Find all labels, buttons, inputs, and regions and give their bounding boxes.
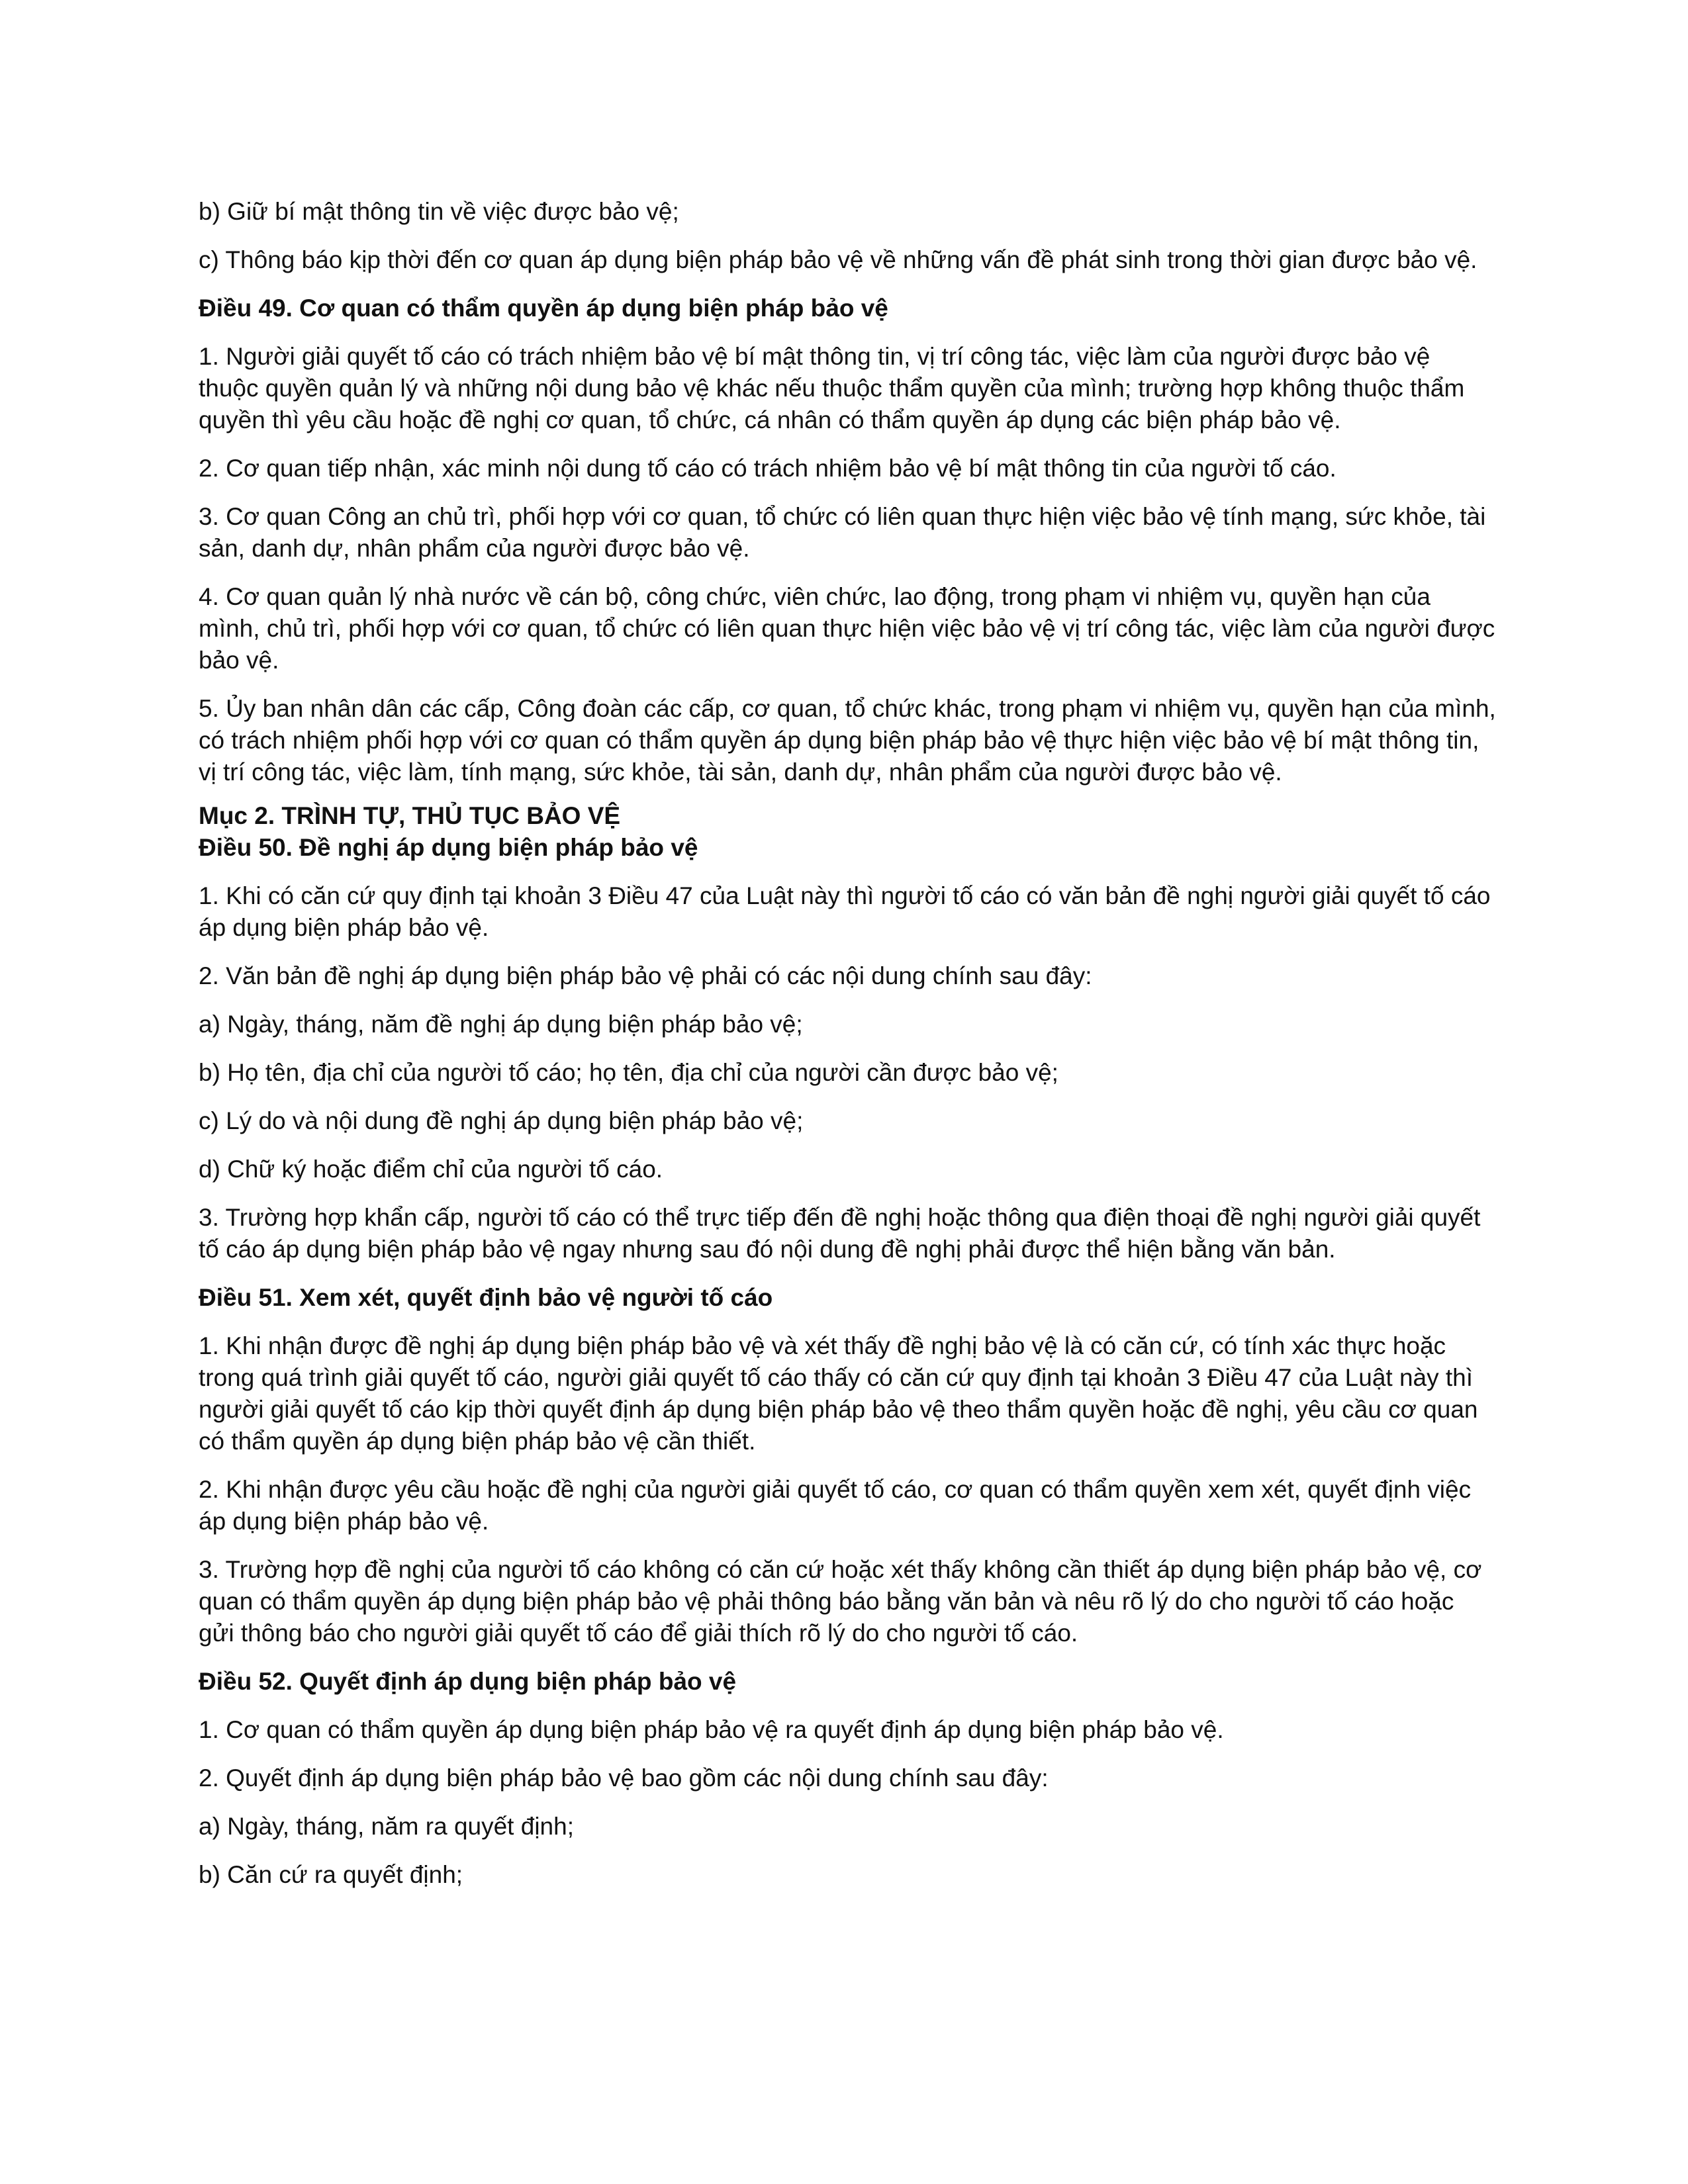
list-item: b) Họ tên, địa chỉ của người tố cáo; họ tên, địa chỉ của người cần được bảo vệ; [199,1059,1058,1086]
list-item: a) Ngày, tháng, năm đề nghị áp dụng biện pháp bảo vệ; [199,1011,803,1038]
list-item: c) Lý do và nội dung đề nghị áp dụng biện pháp bảo vệ; [199,1107,804,1134]
article-heading: Điều 49. Cơ quan có thẩm quyền áp dụng biện pháp bảo vệ [199,295,888,322]
paragraph: 2. Văn bản đề nghị áp dụng biện pháp bảo vệ phải có các nội dung chính sau đây: [199,962,1092,989]
list-item: d) Chữ ký hoặc điểm chỉ của người tố cáo. [199,1156,663,1183]
document-page [199,196,1496,1907]
section-heading: Mục 2. TRÌNH TỰ, THỦ TỤC BẢO VỆ [199,802,621,829]
list-item: a) Ngày, tháng, năm ra quyết định; [199,1813,574,1840]
paragraph: 1. Khi có căn cứ quy định tại khoản 3 Điều 47 của Luật này thì người tố cáo có văn bản đề nghị người giải quyết tố cáo áp dụng biện pháp bảo vệ. [199,882,1491,941]
list-item: b) Căn cứ ra quyết định; [199,1861,463,1888]
paragraph: 3. Cơ quan Công an chủ trì, phối hợp với cơ quan, tổ chức có liên quan thực hiện việc bảo vệ tính mạng, sức khỏe, tài sản, danh dự, nhân phẩm của người được bảo vệ. [199,503,1486,562]
paragraph: 5. Ủy ban nhân dân các cấp, Công đoàn các cấp, cơ quan, tổ chức khác, trong phạm vi nhiệm vụ, quyền hạn của mình, có trách nhiệm phối hợp với cơ quan có thẩm quyền áp dụng biện pháp bảo vệ thực hiện việc bảo vệ bí mật thông tin, vị trí công tác, việc làm, tính mạng, sức khỏe, tài sản, danh dự, nhân phẩm của người được bảo vệ. [199,695,1496,786]
paragraph: 2. Cơ quan tiếp nhận, xác minh nội dung tố cáo có trách nhiệm bảo vệ bí mật thông tin của người tố cáo. [199,455,1336,482]
article-heading: Điều 50. Đề nghị áp dụng biện pháp bảo vệ [199,834,698,861]
paragraph: 1. Khi nhận được đề nghị áp dụng biện pháp bảo vệ và xét thấy đề nghị bảo vệ là có căn cứ, có tính xác thực hoặc trong quá trình giải quyết tố cáo, người giải quyết tố cáo thấy có căn cứ quy định tại khoản 3 Điều 47 của Luật này thì người giải quyết tố cáo kịp thời quyết định áp dụng biện pháp bảo vệ theo thẩm quyền hoặc đề nghị, yêu cầu cơ quan có thẩm quyền áp dụng biện pháp bảo vệ cần thiết. [199,1332,1478,1455]
paragraph: 2. Khi nhận được yêu cầu hoặc đề nghị của người giải quyết tố cáo, cơ quan có thẩm quyền xem xét, quyết định việc áp dụng biện pháp bảo vệ. [199,1476,1472,1535]
article-heading: Điều 52. Quyết định áp dụng biện pháp bảo vệ [199,1668,737,1695]
paragraph: b) Giữ bí mật thông tin về việc được bảo vệ; [199,198,679,225]
paragraph: 3. Trường hợp đề nghị của người tố cáo không có căn cứ hoặc xét thấy không cần thiết áp dụng biện pháp bảo vệ, cơ quan có thẩm quyền áp dụng biện pháp bảo vệ phải thông báo bằng văn bản và nêu rõ lý do cho người tố cáo hoặc gửi thông báo cho người giải quyết tố cáo để giải thích rõ lý do cho người tố cáo. [199,1556,1482,1647]
paragraph: 4. Cơ quan quản lý nhà nước về cán bộ, công chức, viên chức, lao động, trong phạm vi nhiệm vụ, quyền hạn của mình, chủ trì, phối hợp với cơ quan, tổ chức có liên quan thực hiện việc bảo vệ vị trí công tác, việc làm của người được bảo vệ. [199,583,1495,674]
paragraph: 2. Quyết định áp dụng biện pháp bảo vệ bao gồm các nội dung chính sau đây: [199,1764,1049,1792]
article-heading: Điều 51. Xem xét, quyết định bảo vệ người tố cáo [199,1284,773,1311]
paragraph: 1. Người giải quyết tố cáo có trách nhiệm bảo vệ bí mật thông tin, vị trí công tác, việc làm của người được bảo vệ thuộc quyền quản lý và những nội dung bảo vệ khác nếu thuộc thẩm quyền của mình; trường hợp không thuộc thẩm quyền thì yêu cầu hoặc đề nghị cơ quan, tổ chức, cá nhân có thẩm quyền áp dụng các biện pháp bảo vệ. [199,343,1465,433]
paragraph: 1. Cơ quan có thẩm quyền áp dụng biện pháp bảo vệ ra quyết định áp dụng biện pháp bảo vệ. [199,1716,1224,1743]
paragraph: c) Thông báo kịp thời đến cơ quan áp dụng biện pháp bảo vệ về những vấn đề phát sinh trong thời gian được bảo vệ. [199,246,1477,273]
paragraph: 3. Trường hợp khẩn cấp, người tố cáo có thể trực tiếp đến đề nghị hoặc thông qua điện thoại đề nghị người giải quyết tố cáo áp dụng biện pháp bảo vệ ngay nhưng sau đó nội dung đề nghị phải được thể hiện bằng văn bản. [199,1204,1481,1263]
